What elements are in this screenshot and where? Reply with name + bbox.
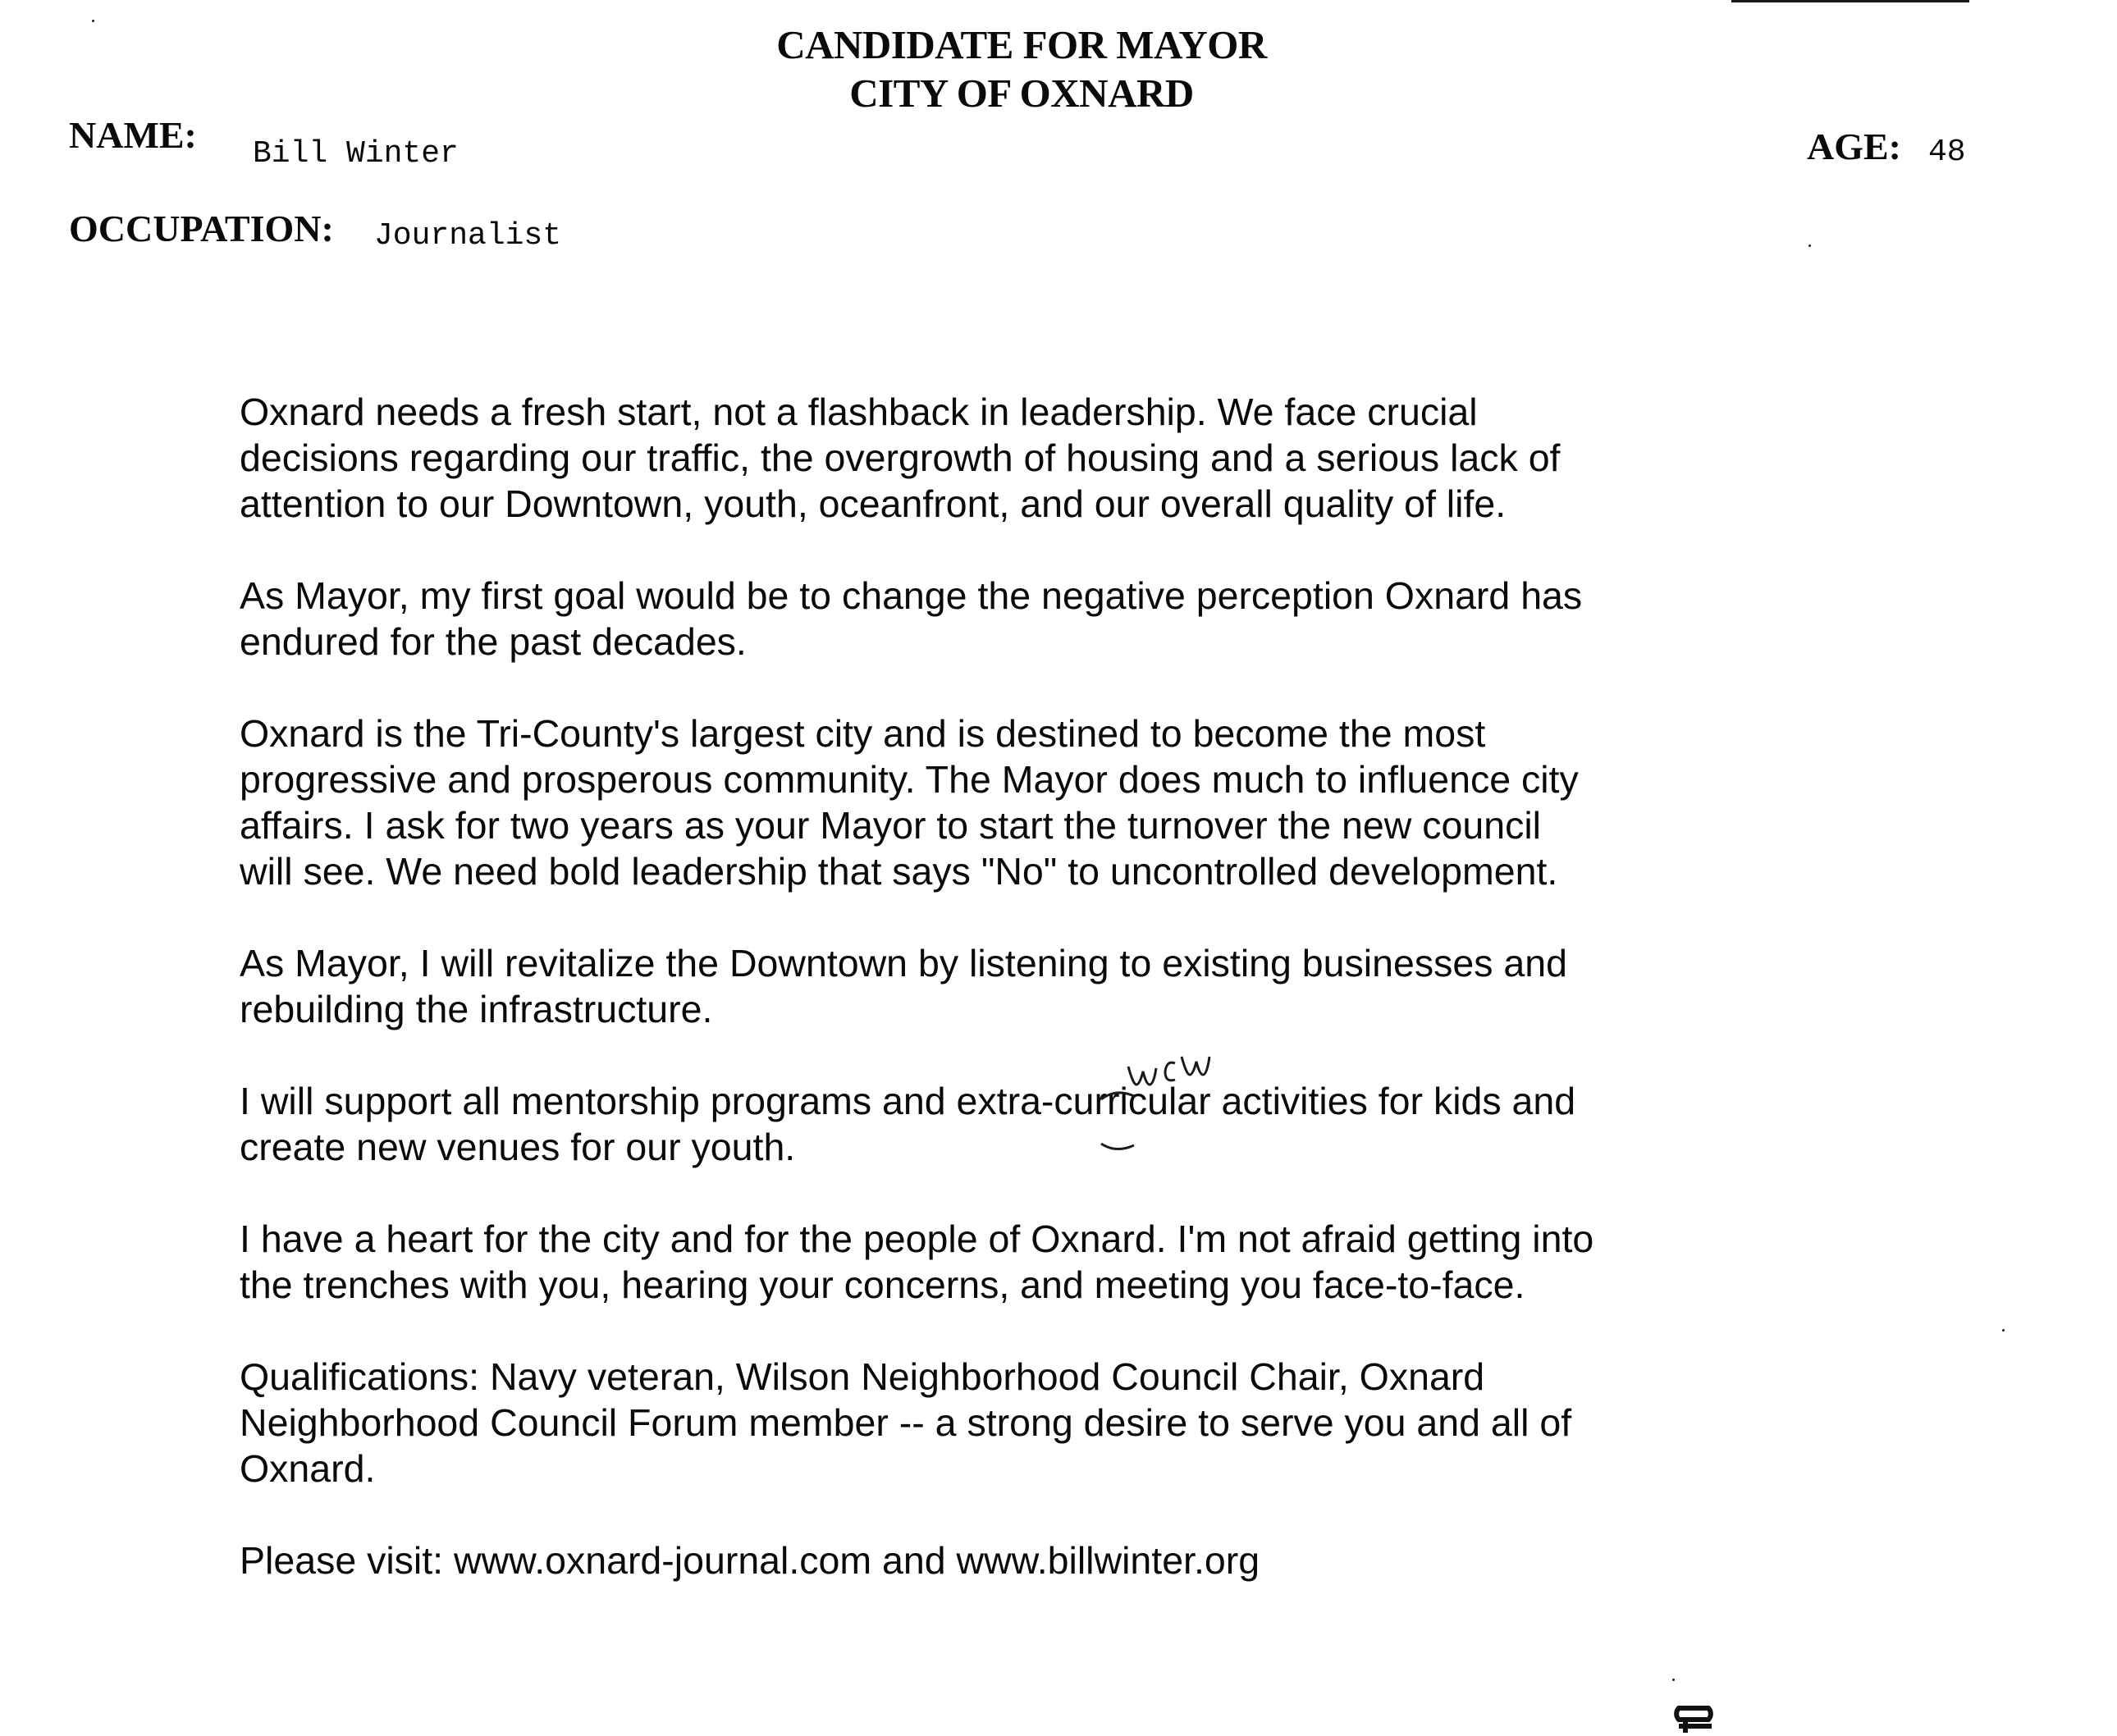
statement-paragraph: Qualifications: Navy veteran, Wilson Neighborhood Council Chair, Oxnard Neighborhood Council Forum member -- a strong desire to serve you and all of Oxnard. [240,1355,1572,1490]
document-subtitle: CITY OF OXNARD [849,71,1194,116]
statement-paragraph: Oxnard is the Tri-County's largest city and is destined to become the most progressive and prosperous community. The Mayor does much to influence city affairs. I ask for two years as your Mayor to start the turnover the new council will see. We need bold leadership that says "No" to uncontrolled development. [240,712,1579,893]
handwritten-initials [1083,1042,1247,1165]
candidate-statement [240,389,1733,1629]
name-value: Bill Winter [253,136,459,171]
scan-rule-mark [1731,0,1969,2]
statement-paragraph: As Mayor, I will revitalize the Downtown by listening to existing businesses and rebuilding the infrastructure. [240,942,1567,1030]
scan-speck [1808,244,1811,247]
occupation-value: Journalist [374,218,562,254]
statement-paragraph: As Mayor, my first goal would be to change the negative perception Oxnard has endured for the past decades. [240,574,1583,663]
age-label: AGE: [1807,126,1901,167]
edge-stamp-mark [1671,1703,1720,1736]
document-title: CANDIDATE FOR MAYOR [776,22,1267,67]
scan-speck [2002,1329,2005,1332]
statement-paragraph: I will support all mentorship programs and extra-curricular activities for kids and create new venues for our youth. [240,1080,1576,1168]
scan-speck [1672,1679,1675,1681]
age-value: 48 [1928,135,1966,170]
name-label: NAME: [69,114,197,156]
occupation-label: OCCUPATION: [69,208,334,249]
statement-paragraph: Oxnard needs a fresh start, not a flashback in leadership. We face crucial decisions regarding our traffic, the overgrowth of housing and a serious lack of attention to our Downtown, youth, oceanfront, and our overall quality of life. [240,391,1561,525]
statement-paragraph: Please visit: www.oxnard-journal.com and www.billwinter.org [240,1539,1260,1582]
statement-paragraph: I have a heart for the city and for the people of Oxnard. I'm not afraid getting into the trenches with you, hearing your concerns, and meeting you face-to-face. [240,1217,1594,1306]
